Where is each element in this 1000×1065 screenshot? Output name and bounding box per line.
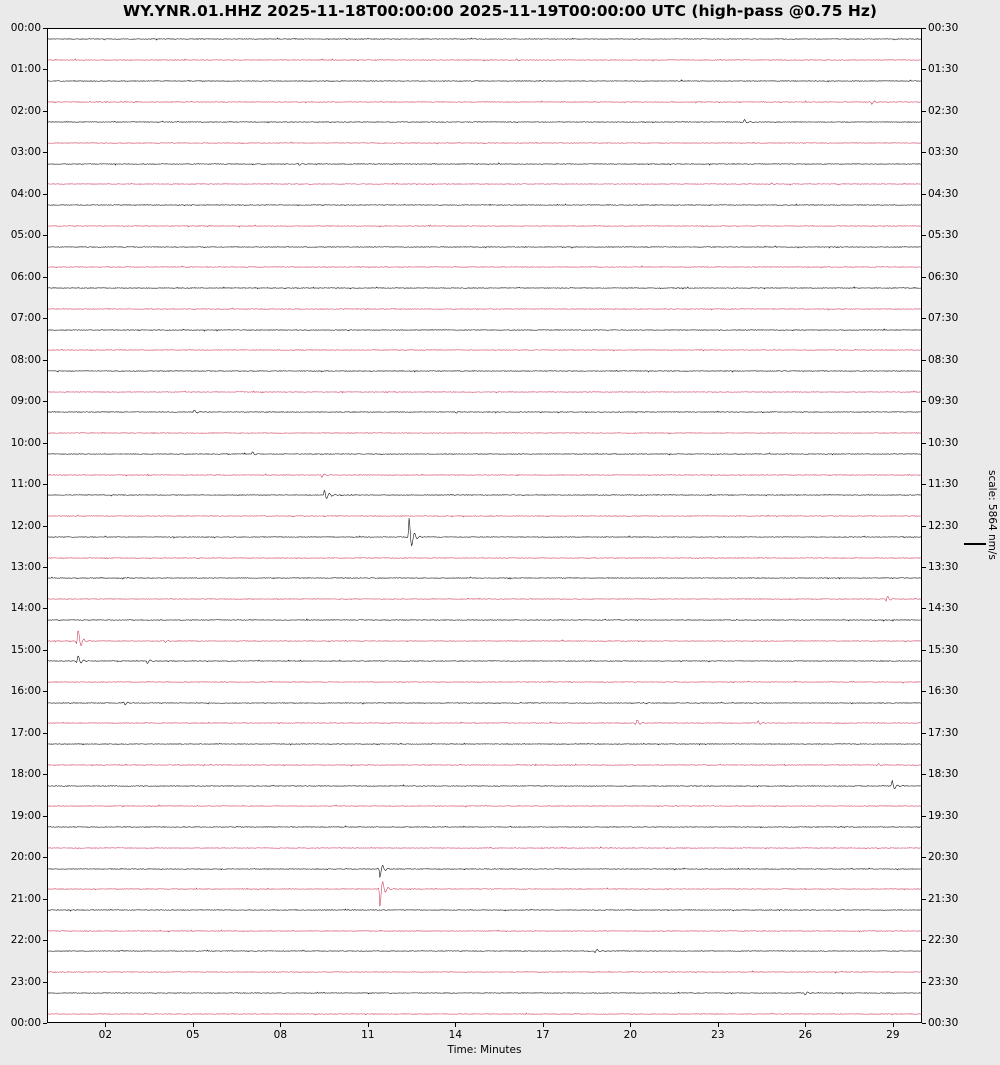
y-tick-mark-left bbox=[43, 567, 47, 568]
x-tick-mark bbox=[280, 1023, 281, 1027]
y-tick-label-left: 23:00 bbox=[10, 975, 41, 988]
y-tick-label-left: 08:00 bbox=[10, 353, 41, 366]
y-tick-mark-right bbox=[922, 194, 926, 195]
y-tick-mark-right bbox=[922, 608, 926, 609]
y-tick-label-right: 10:30 bbox=[928, 436, 959, 449]
y-tick-label-left: 10:00 bbox=[10, 436, 41, 449]
y-tick-mark-left bbox=[43, 401, 47, 402]
y-tick-mark-right bbox=[922, 152, 926, 153]
y-tick-label-right: 00:30 bbox=[928, 22, 959, 34]
y-tick-mark-left bbox=[43, 982, 47, 983]
y-tick-mark-right bbox=[922, 28, 926, 29]
y-tick-label-left: 13:00 bbox=[10, 560, 41, 573]
y-tick-mark-left bbox=[43, 318, 47, 319]
y-tick-label-right: 13:30 bbox=[928, 560, 959, 573]
y-tick-label-left: 01:00 bbox=[10, 63, 41, 76]
x-tick-mark bbox=[455, 1023, 456, 1027]
y-tick-mark-left bbox=[43, 69, 47, 70]
y-tick-mark-right bbox=[922, 691, 926, 692]
x-tick-mark bbox=[718, 1023, 719, 1027]
y-tick-label-left: 06:00 bbox=[10, 270, 41, 283]
y-tick-mark-right bbox=[922, 1023, 926, 1024]
y-tick-mark-left bbox=[43, 443, 47, 444]
y-tick-mark-left bbox=[43, 940, 47, 941]
x-tick-mark bbox=[805, 1023, 806, 1027]
x-tick-mark bbox=[193, 1023, 194, 1027]
y-tick-mark-right bbox=[922, 69, 926, 70]
y-tick-label-right: 12:30 bbox=[928, 519, 959, 532]
y-tick-mark-left bbox=[43, 526, 47, 527]
y-tick-mark-left bbox=[43, 484, 47, 485]
y-tick-label-right: 16:30 bbox=[928, 685, 959, 698]
x-tick-mark bbox=[630, 1023, 631, 1027]
y-tick-label-right: 02:30 bbox=[928, 104, 959, 117]
x-tick-label: 29 bbox=[886, 1029, 900, 1041]
y-tick-label-right: 23:30 bbox=[928, 975, 959, 988]
y-tick-mark-left bbox=[43, 691, 47, 692]
y-tick-mark-right bbox=[922, 733, 926, 734]
y-tick-mark-right bbox=[922, 940, 926, 941]
plot-area bbox=[47, 28, 922, 1023]
y-tick-mark-left bbox=[43, 816, 47, 817]
page-title: WY.YNR.01.HHZ 2025-11-18T00:00:00 2025-11-19T00:00:00 UTC (high-pass @0.75 Hz) bbox=[123, 2, 877, 20]
y-tick-label-left: 00:00 bbox=[10, 1017, 41, 1029]
y-tick-label-left: 17:00 bbox=[10, 726, 41, 739]
y-tick-label-right: 04:30 bbox=[928, 187, 959, 200]
y-tick-label-left: 21:00 bbox=[10, 892, 41, 905]
y-tick-mark-right bbox=[922, 899, 926, 900]
x-tick-label: 17 bbox=[536, 1029, 550, 1041]
y-tick-label-right: 14:30 bbox=[928, 602, 959, 615]
y-tick-mark-right bbox=[922, 401, 926, 402]
y-tick-label-left: 02:00 bbox=[10, 104, 41, 117]
y-tick-mark-left bbox=[43, 360, 47, 361]
y-tick-mark-right bbox=[922, 567, 926, 568]
y-tick-label-right: 18:30 bbox=[928, 768, 959, 781]
y-tick-mark-left bbox=[43, 277, 47, 278]
y-tick-label-right: 19:30 bbox=[928, 809, 959, 822]
y-tick-mark-right bbox=[922, 774, 926, 775]
y-tick-label-right: 22:30 bbox=[928, 934, 959, 947]
y-tick-mark-left bbox=[43, 152, 47, 153]
y-tick-label-right: 20:30 bbox=[928, 851, 959, 864]
y-tick-label-left: 09:00 bbox=[10, 395, 41, 408]
y-tick-mark-right bbox=[922, 650, 926, 651]
y-tick-label-left: 16:00 bbox=[10, 685, 41, 698]
x-tick-mark bbox=[368, 1023, 369, 1027]
y-tick-label-right: 00:30 bbox=[928, 1017, 959, 1029]
x-tick-label: 23 bbox=[711, 1029, 725, 1041]
y-tick-label-right: 15:30 bbox=[928, 643, 959, 656]
y-tick-mark-right bbox=[922, 484, 926, 485]
y-tick-mark-left bbox=[43, 1023, 47, 1024]
y-tick-mark-right bbox=[922, 318, 926, 319]
y-tick-label-left: 07:00 bbox=[10, 312, 41, 325]
y-tick-label-left: 15:00 bbox=[10, 643, 41, 656]
y-tick-mark-left bbox=[43, 28, 47, 29]
y-tick-label-right: 03:30 bbox=[928, 146, 959, 159]
y-tick-mark-right bbox=[922, 277, 926, 278]
y-tick-label-right: 09:30 bbox=[928, 395, 959, 408]
y-tick-mark-left bbox=[43, 111, 47, 112]
x-tick-mark bbox=[105, 1023, 106, 1027]
y-tick-label-left: 00:00 bbox=[10, 22, 41, 34]
y-tick-mark-right bbox=[922, 111, 926, 112]
y-tick-label-left: 05:00 bbox=[10, 229, 41, 242]
y-tick-mark-left bbox=[43, 194, 47, 195]
y-tick-mark-right bbox=[922, 526, 926, 527]
y-tick-mark-left bbox=[43, 733, 47, 734]
x-tick-label: 02 bbox=[98, 1029, 113, 1041]
x-tick-mark bbox=[543, 1023, 544, 1027]
y-tick-label-left: 11:00 bbox=[10, 478, 41, 491]
x-tick-label: 26 bbox=[798, 1029, 813, 1041]
y-tick-mark-left bbox=[43, 774, 47, 775]
y-tick-label-left: 19:00 bbox=[10, 809, 41, 822]
x-tick-label: 14 bbox=[448, 1029, 463, 1041]
y-tick-label-left: 20:00 bbox=[10, 851, 41, 864]
x-tick-label: 11 bbox=[361, 1029, 375, 1041]
scale-annotation: scale: 5864 nm/s bbox=[986, 470, 998, 560]
y-tick-label-left: 18:00 bbox=[10, 768, 41, 781]
scale-bar bbox=[964, 543, 986, 545]
y-tick-mark-left bbox=[43, 650, 47, 651]
y-tick-mark-left bbox=[43, 857, 47, 858]
y-tick-label-left: 03:00 bbox=[10, 146, 41, 159]
x-tick-label: 20 bbox=[623, 1029, 638, 1041]
y-tick-mark-right bbox=[922, 816, 926, 817]
y-tick-label-left: 12:00 bbox=[10, 519, 41, 532]
y-tick-mark-left bbox=[43, 899, 47, 900]
x-tick-label: 08 bbox=[273, 1029, 288, 1041]
y-tick-label-left: 22:00 bbox=[10, 934, 41, 947]
y-tick-label-right: 05:30 bbox=[928, 229, 959, 242]
y-tick-mark-right bbox=[922, 982, 926, 983]
y-tick-label-right: 06:30 bbox=[928, 270, 959, 283]
y-tick-label-right: 08:30 bbox=[928, 353, 959, 366]
y-tick-label-right: 11:30 bbox=[928, 478, 959, 491]
y-tick-mark-right bbox=[922, 857, 926, 858]
x-axis-label: Time: Minutes bbox=[447, 1044, 522, 1056]
y-tick-mark-left bbox=[43, 235, 47, 236]
y-tick-label-right: 07:30 bbox=[928, 312, 959, 325]
y-tick-mark-right bbox=[922, 235, 926, 236]
y-tick-mark-left bbox=[43, 608, 47, 609]
y-tick-label-left: 04:00 bbox=[10, 187, 41, 200]
y-tick-label-left: 14:00 bbox=[10, 602, 41, 615]
y-tick-label-right: 17:30 bbox=[928, 726, 959, 739]
x-tick-label: 05 bbox=[186, 1029, 200, 1041]
y-tick-label-right: 21:30 bbox=[928, 892, 959, 905]
x-tick-mark bbox=[893, 1023, 894, 1027]
y-tick-label-right: 01:30 bbox=[928, 63, 959, 76]
y-tick-mark-right bbox=[922, 360, 926, 361]
y-tick-mark-right bbox=[922, 443, 926, 444]
